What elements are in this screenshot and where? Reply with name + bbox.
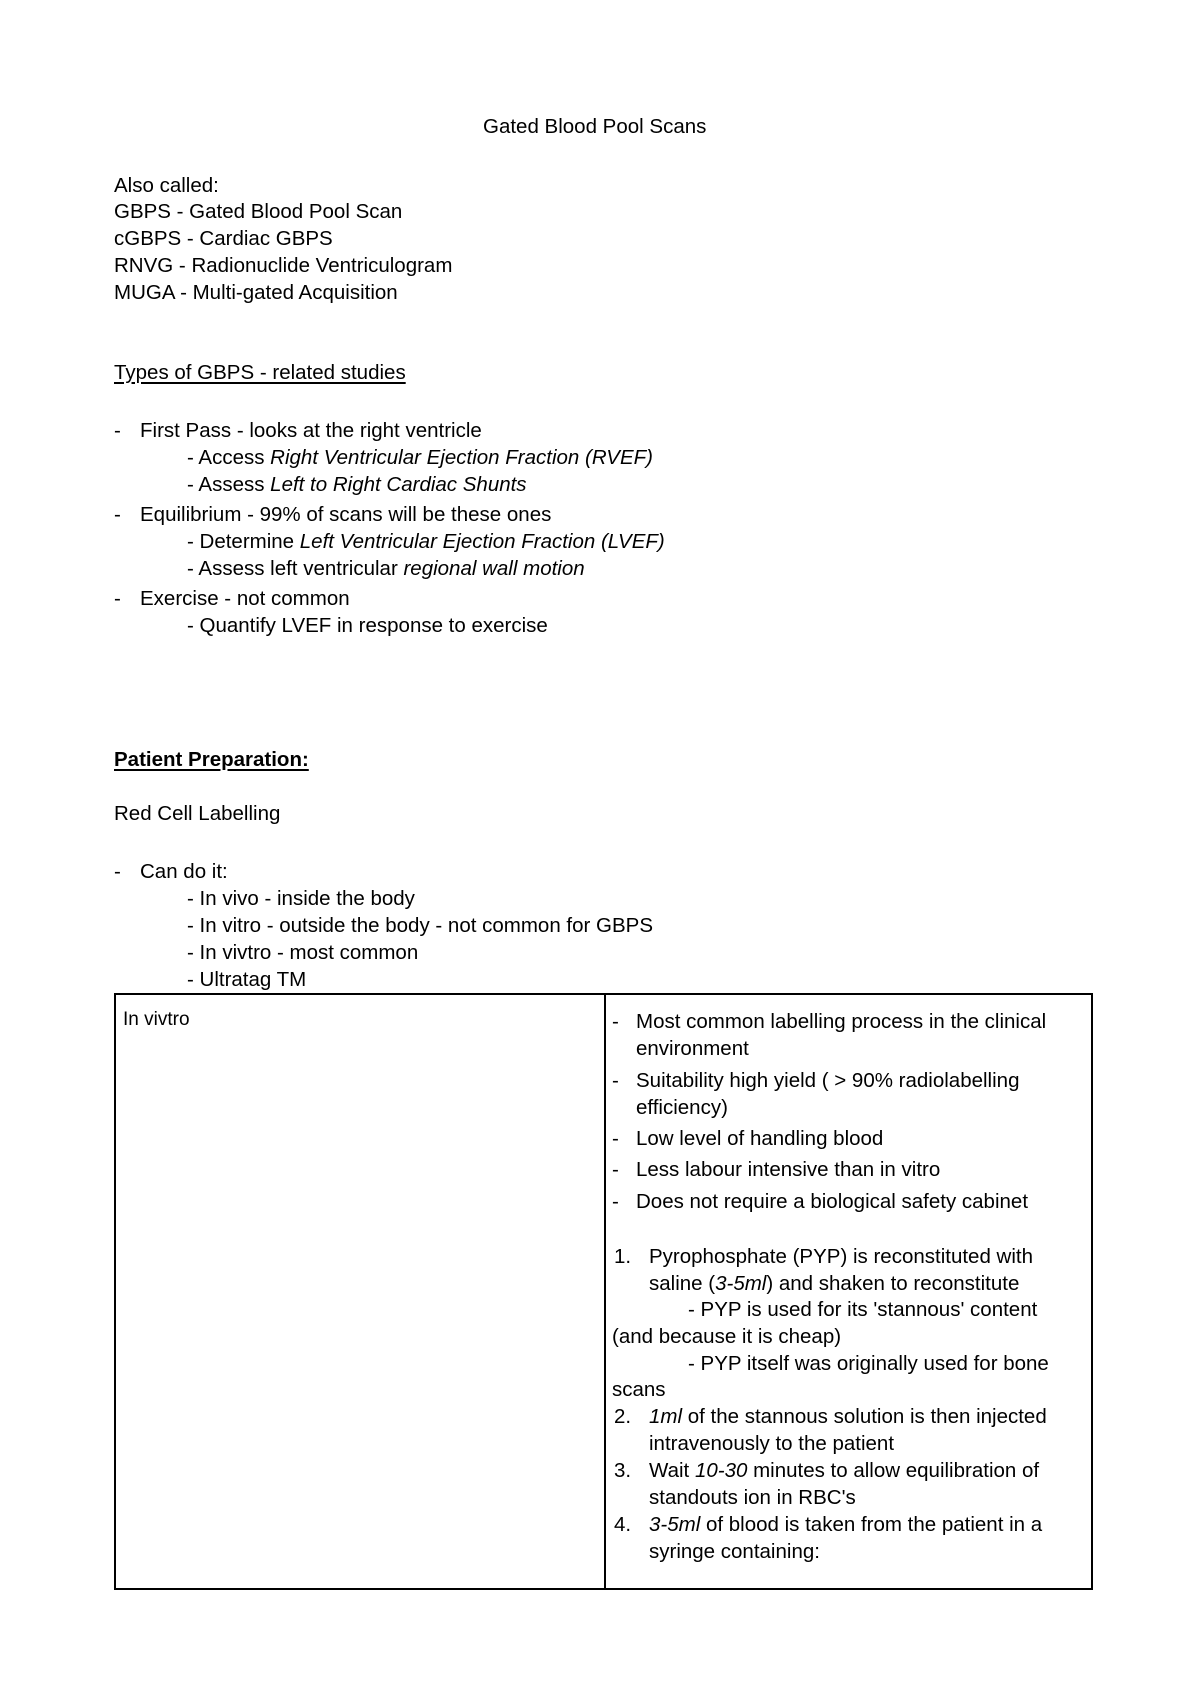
- bullet-dash: -: [612, 1158, 619, 1181]
- step-text: standouts ion in RBC's: [649, 1486, 856, 1509]
- step-text: Pyrophosphate (PYP) is reconstituted with: [649, 1245, 1033, 1268]
- step-number: 4.: [614, 1513, 632, 1536]
- can-do-item: Can do it:: [140, 860, 228, 883]
- bullet-dash: -: [114, 503, 121, 526]
- table-bullet-cont: environment: [636, 1037, 749, 1060]
- exercise-sub: - Quantify LVEF in response to exercise: [187, 614, 548, 637]
- bullet-dash: -: [114, 587, 121, 610]
- bullet-dash: -: [612, 1069, 619, 1092]
- prep-heading: Patient Preparation:: [114, 748, 309, 771]
- method-item: - In vitro - outside the body - not common for GBPS: [187, 914, 654, 937]
- bullet-dash: -: [612, 1010, 619, 1033]
- equilibrium-item: Equilibrium - 99% of scans will be these ones: [140, 503, 552, 526]
- step-number: 2.: [614, 1405, 632, 1428]
- step-number: 1.: [614, 1245, 632, 1268]
- step-text: syringe containing:: [649, 1540, 820, 1563]
- step-text: intravenously to the patient: [649, 1432, 895, 1455]
- alias-item: MUGA - Multi-gated Acquisition: [114, 281, 398, 304]
- table-bullet: Less labour intensive than in vitro: [636, 1158, 941, 1181]
- first-pass-sub: - Assess Left to Right Cardiac Shunts: [187, 473, 527, 496]
- step-sub: - PYP itself was originally used for bone: [688, 1352, 1049, 1375]
- step-text: 3-5ml of blood is taken from the patient in a: [649, 1513, 1043, 1536]
- step-sub: - PYP is used for its 'stannous' content: [688, 1298, 1038, 1321]
- step-sub-cont: scans: [612, 1378, 666, 1401]
- first-pass-sub: - Access Right Ventricular Ejection Fraction (RVEF): [187, 446, 653, 469]
- table-bullet: Suitability high yield ( > 90% radiolabelling: [636, 1069, 1020, 1092]
- table-bullet: Low level of handling blood: [636, 1127, 884, 1150]
- bullet-dash: -: [612, 1190, 619, 1213]
- table-bullet-cont: efficiency): [636, 1096, 728, 1119]
- alias-item: cGBPS - Cardiac GBPS: [114, 227, 333, 250]
- step-number: 3.: [614, 1459, 632, 1482]
- table-left-label: In vivtro: [123, 1009, 190, 1030]
- bullet-dash: -: [114, 860, 121, 883]
- also-called-heading: Also called:: [114, 174, 219, 197]
- method-item: - Ultratag TM: [187, 968, 307, 991]
- prep-subheading: Red Cell Labelling: [114, 802, 281, 825]
- step-text: Wait 10-30 minutes to allow equilibration of: [649, 1459, 1040, 1482]
- method-item: - In vivtro - most common: [187, 941, 419, 964]
- bullet-dash: -: [612, 1127, 619, 1150]
- method-item: - In vivo - inside the body: [187, 887, 415, 910]
- page-title: Gated Blood Pool Scans: [483, 115, 707, 138]
- bullet-dash: -: [114, 419, 121, 442]
- table-bullet: Does not require a biological safety cabinet: [636, 1190, 1029, 1213]
- exercise-item: Exercise - not common: [140, 587, 350, 610]
- step-sub-cont: (and because it is cheap): [612, 1325, 842, 1348]
- first-pass-item: First Pass - looks at the right ventricle: [140, 419, 482, 442]
- step-text: 1ml of the stannous solution is then injected: [649, 1405, 1047, 1428]
- equilibrium-sub: - Assess left ventricular regional wall motion: [187, 557, 585, 580]
- equilibrium-sub: - Determine Left Ventricular Ejection Fraction (LVEF): [187, 530, 665, 553]
- alias-item: GBPS - Gated Blood Pool Scan: [114, 200, 403, 223]
- table-column-divider: [604, 995, 606, 1588]
- alias-item: RNVG - Radionuclide Ventriculogram: [114, 254, 453, 277]
- table-bullet: Most common labelling process in the clinical: [636, 1010, 1047, 1033]
- step-text: saline (3-5ml) and shaken to reconstitute: [649, 1272, 1020, 1295]
- types-heading: Types of GBPS - related studies: [114, 361, 406, 384]
